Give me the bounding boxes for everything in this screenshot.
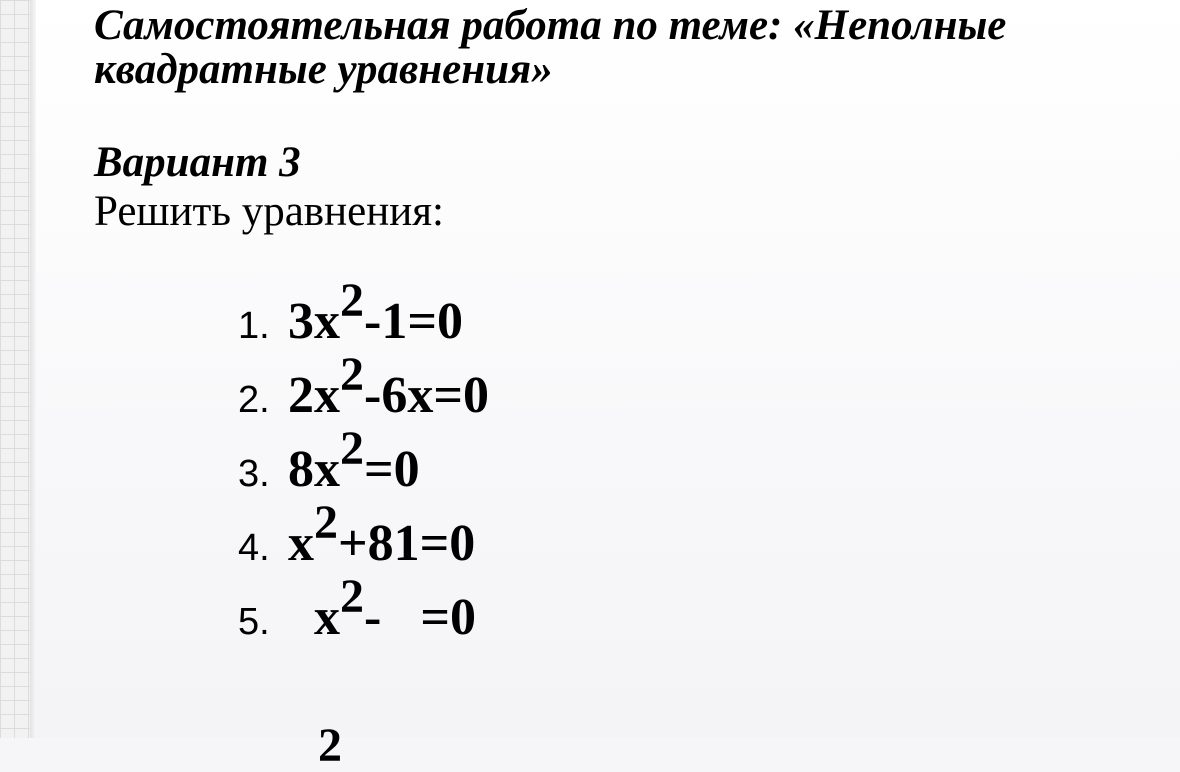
equation-number: 4. bbox=[238, 527, 270, 569]
equation-rest: +81=0 bbox=[338, 515, 476, 572]
equation-exponent: 2 bbox=[314, 496, 338, 549]
equation-rest: - =0 bbox=[364, 589, 476, 646]
equation-exponent: 2 bbox=[340, 570, 364, 623]
equation-base: 8x bbox=[288, 441, 340, 498]
equation-exponent: 2 bbox=[340, 422, 364, 475]
equation bbox=[288, 496, 476, 573]
equation bbox=[288, 570, 476, 647]
equation bbox=[288, 422, 420, 499]
equation-rest: -6x=0 bbox=[364, 367, 489, 424]
equation-number: 1. bbox=[238, 305, 270, 347]
equation-item bbox=[238, 570, 489, 662]
slide bbox=[36, 0, 1180, 738]
equation bbox=[288, 274, 463, 351]
background-grid bbox=[0, 0, 30, 738]
equation-base: 2x bbox=[288, 367, 340, 424]
equation-number: 5. bbox=[238, 601, 270, 643]
equation-exponent: 2 bbox=[340, 348, 364, 401]
equation-number: 3. bbox=[238, 453, 270, 495]
cut-off-exponent: 2 bbox=[318, 719, 342, 772]
instruction-text: Решить уравнения: bbox=[94, 188, 444, 235]
equation-rest: -1=0 bbox=[364, 293, 463, 350]
equation-base: 3x bbox=[288, 293, 340, 350]
equation-item bbox=[238, 422, 489, 514]
equation-base: x bbox=[288, 515, 314, 572]
variant-heading: Вариант 3 bbox=[94, 139, 301, 186]
equation-exponent: 2 bbox=[340, 274, 364, 327]
equation bbox=[288, 348, 489, 425]
equation-base: x bbox=[288, 589, 340, 646]
equation-list bbox=[238, 274, 489, 662]
equation-rest: =0 bbox=[364, 441, 420, 498]
equation-number: 2. bbox=[238, 379, 270, 421]
page-title: Самостоятельная работа по теме: «Неполные квадратные уравнения» bbox=[94, 2, 1007, 93]
